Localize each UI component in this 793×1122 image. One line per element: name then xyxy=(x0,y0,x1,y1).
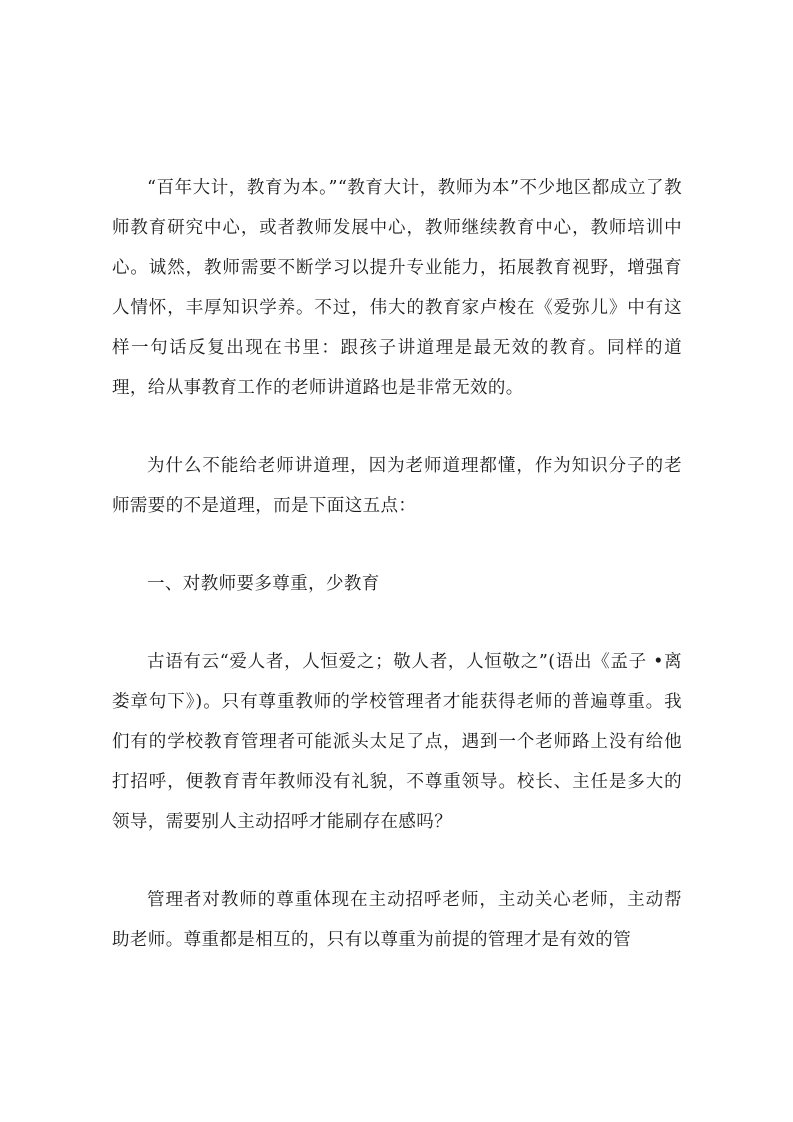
paragraph-1: “百年大计，教育为本。”“教育大计，教师为本”不少地区都成立了教师教育研究中心，或者教师发展中心，教师继续教育中心，教师培训中心。诚然，教师需要不断学习以提升专业能力，拓展教育视野，增强育人情怀，丰厚知识学养。不过，伟大的教育家卢梭在《爱弥儿》中有这样一句话反复出现在书里：跟孩子讲道理是最无效的教育。同样的道理，给从事教育工作的老师讲道路也是非常无效的。 xyxy=(112,178,682,398)
document-body xyxy=(112,168,682,960)
section-heading-1: 一、对教师要多尊重，少教育 xyxy=(147,574,380,594)
paragraph-4: 管理者对教师的尊重体现在主动招呼老师，主动关心老师，主动帮助老师。尊重都是相互的，只有以尊重为前提的管理才是有效的管 xyxy=(112,890,682,950)
paragraph-3: 古语有云“爱人者，人恒爱之；敬人者，人恒敬之”(语出《孟子 •离娄章句下》)。只有尊重教师的学校管理者才能获得老师的普遍尊重。我们有的学校教育管理者可能派头太足了点，遇到一个老师路上没有给他打招呼，便教育青年教师没有礼貌，不尊重领导。校长、主任是多大的领导，需要别人主动招呼才能刷存在感吗？ xyxy=(112,652,682,832)
paragraph-2: 为什么不能给老师讲道理，因为老师道理都懂，作为知识分子的老师需要的不是道理，而是下面这五点： xyxy=(112,456,682,516)
